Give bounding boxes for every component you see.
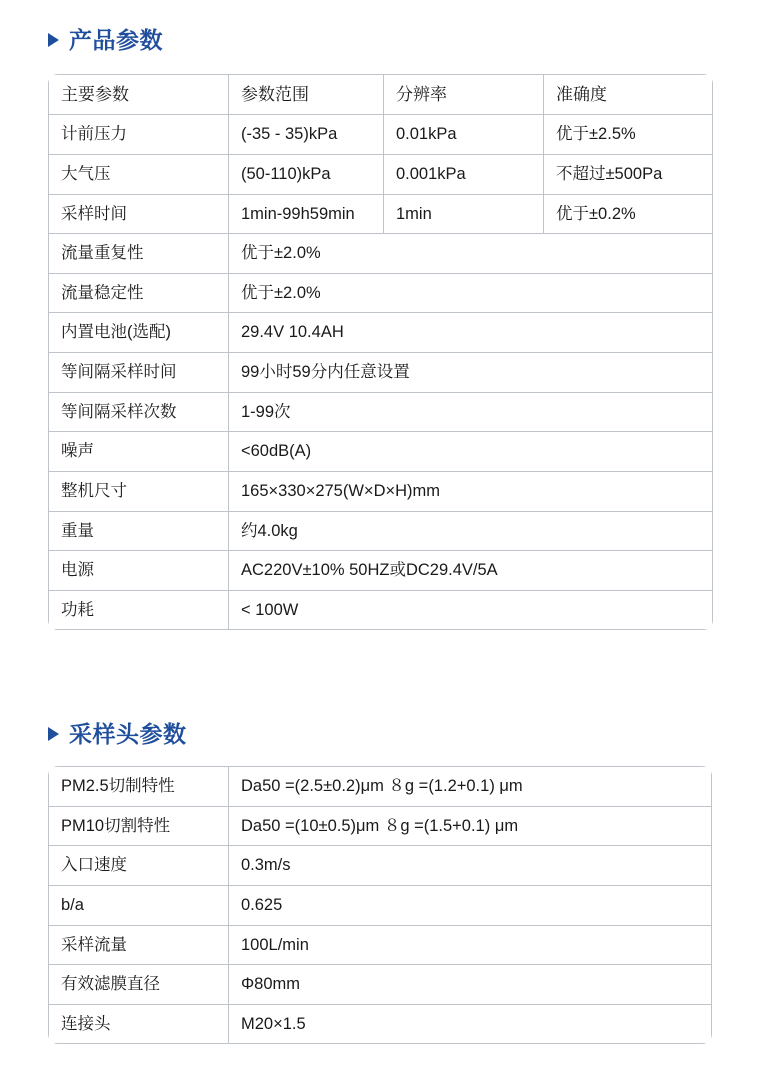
table-row [49,154,713,194]
row-label: 等间隔采样时间 [49,353,229,393]
row-label: 重量 [49,511,229,551]
row-label: 功耗 [49,590,229,630]
row-label: 噪声 [49,432,229,472]
row-value: 99小时59分内任意设置 [229,353,713,393]
row-label: 采样流量 [49,925,229,965]
row-value: Da50 =(10±0.5)μm ８g =(1.5+0.1) μm [229,806,712,846]
column-header-accuracy: 准确度 [544,75,713,115]
row-resolution: 0.001kPa [384,154,544,194]
row-range: (50-110)kPa [229,154,384,194]
row-accuracy: 优于±2.5% [544,115,713,155]
row-label: 有效滤膜直径 [49,965,229,1005]
sampler-head-parameters-table [48,766,712,1044]
table-row [49,511,713,551]
row-value: 100L/min [229,925,712,965]
table-row [49,471,713,511]
row-value: 约4.0kg [229,511,713,551]
table-row [49,590,713,630]
table-row [49,313,713,353]
section-title-sampler-label: 采样头参数 [69,721,187,747]
row-value: 1-99次 [229,392,713,432]
table-row [49,234,713,274]
row-resolution: 0.01kPa [384,115,544,155]
row-resolution: 1min [384,194,544,234]
row-label: 大气压 [49,154,229,194]
table-row [49,767,712,807]
table-row [49,194,713,234]
row-label: 计前压力 [49,115,229,155]
row-value: 优于±2.0% [229,273,713,313]
triangle-right-icon [48,33,59,47]
column-header-main-parameter: 主要参数 [49,75,229,115]
table-row [49,353,713,393]
column-header-range: 参数范围 [229,75,384,115]
row-range: 1min-99h59min [229,194,384,234]
row-value: 165×330×275(W×D×H)mm [229,471,713,511]
row-value: 优于±2.0% [229,234,713,274]
row-value: Φ80mm [229,965,712,1005]
table-row [49,965,712,1005]
product-parameters-table [48,74,713,630]
row-value: AC220V±10% 50HZ或DC29.4V/5A [229,551,713,591]
row-value: Da50 =(2.5±0.2)μm ８g =(1.2+0.1) μm [229,767,712,807]
table-row [49,925,712,965]
row-value: M20×1.5 [229,1004,712,1044]
row-accuracy: 不超过±500Pa [544,154,713,194]
row-label: b/a [49,885,229,925]
row-label: 流量重复性 [49,234,229,274]
table-row [49,806,712,846]
row-value: < 100W [229,590,713,630]
table-header-row [49,75,713,115]
row-label: 等间隔采样次数 [49,392,229,432]
table-row [49,551,713,591]
row-label: 内置电池(选配) [49,313,229,353]
row-value: <60dB(A) [229,432,713,472]
table-row [49,846,712,886]
triangle-right-icon [48,727,59,741]
table-row [49,1004,712,1044]
row-label: 入口速度 [49,846,229,886]
section-title-product [48,22,163,55]
table-row [49,392,713,432]
table-row [49,115,713,155]
column-header-resolution: 分辨率 [384,75,544,115]
section-title-product-label: 产品参数 [69,27,163,53]
row-value: 29.4V 10.4AH [229,313,713,353]
row-label: 整机尺寸 [49,471,229,511]
row-label: 连接头 [49,1004,229,1044]
row-label: PM2.5切制特性 [49,767,229,807]
table-row [49,273,713,313]
row-label: 采样时间 [49,194,229,234]
row-accuracy: 优于±0.2% [544,194,713,234]
row-value: 0.625 [229,885,712,925]
row-value: 0.3m/s [229,846,712,886]
section-title-sampler [48,716,187,749]
row-label: 流量稳定性 [49,273,229,313]
table-row [49,885,712,925]
table-row [49,432,713,472]
row-label: PM10切割特性 [49,806,229,846]
row-label: 电源 [49,551,229,591]
row-range: (-35 - 35)kPa [229,115,384,155]
